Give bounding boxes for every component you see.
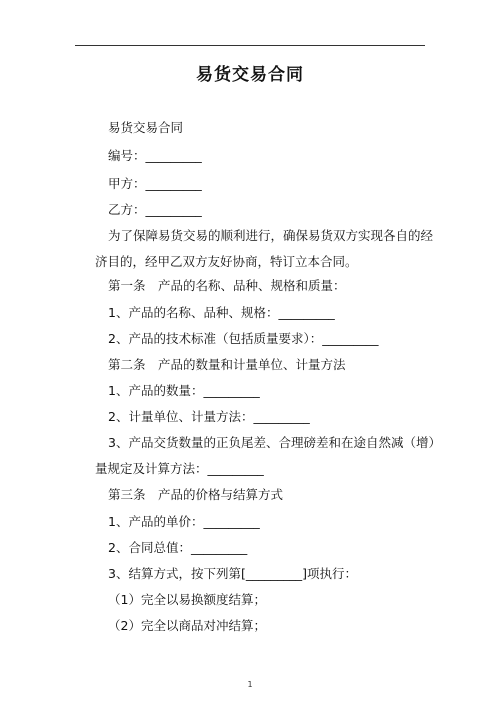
preamble-line-1: 为了保障易货交易的顺利进行，确保易货双方实现各自的经: [108, 228, 434, 243]
settlement-option-2: （2）完全以商品对冲结算；: [108, 618, 266, 633]
article-3-item-2: 2、合同总值：_________: [108, 540, 248, 555]
article-1-item-2: 2、产品的技术标准（包括质量要求）：_________: [108, 331, 379, 346]
article-2-item-1: 1、产品的数量：_________: [108, 383, 260, 398]
settlement-option-1: （1）完全以易换额度结算；: [108, 592, 266, 607]
contract-number-line: 编号：_________: [108, 148, 202, 163]
preamble-line-2: 济目的，经甲乙双方友好协商，特订立本合同。: [95, 254, 358, 269]
party-a-line: 甲方：_________: [108, 176, 202, 191]
subtitle: 易货交易合同: [108, 120, 184, 135]
article-3-item-1: 1、产品的单价：_________: [108, 514, 260, 529]
header-rule: [75, 45, 425, 46]
article-2-item-3: 3、产品交货数量的正负尾差、合理磅差和在途自然减（增）: [108, 435, 441, 450]
article-1-heading: 第一条 产品的名称、品种、规格和质量：: [108, 278, 346, 293]
document-title: 易货交易合同: [196, 65, 304, 85]
article-2-item-2: 2、计量单位、计量方法：_________: [108, 409, 310, 424]
article-2-item-3-cont: 量规定及计算方法：_________: [95, 461, 264, 476]
article-3-item-3: 3、结算方式，按下列第[_________]项执行：: [108, 566, 357, 581]
page-number: 1: [247, 680, 253, 689]
party-b-line: 乙方：_________: [108, 202, 202, 217]
article-3-heading: 第三条 产品的价格与结算方式: [108, 487, 284, 502]
article-1-item-1: 1、产品的名称、品种、规格：_________: [108, 305, 335, 320]
article-2-heading: 第二条 产品的数量和计量单位、计量方法: [108, 357, 346, 372]
